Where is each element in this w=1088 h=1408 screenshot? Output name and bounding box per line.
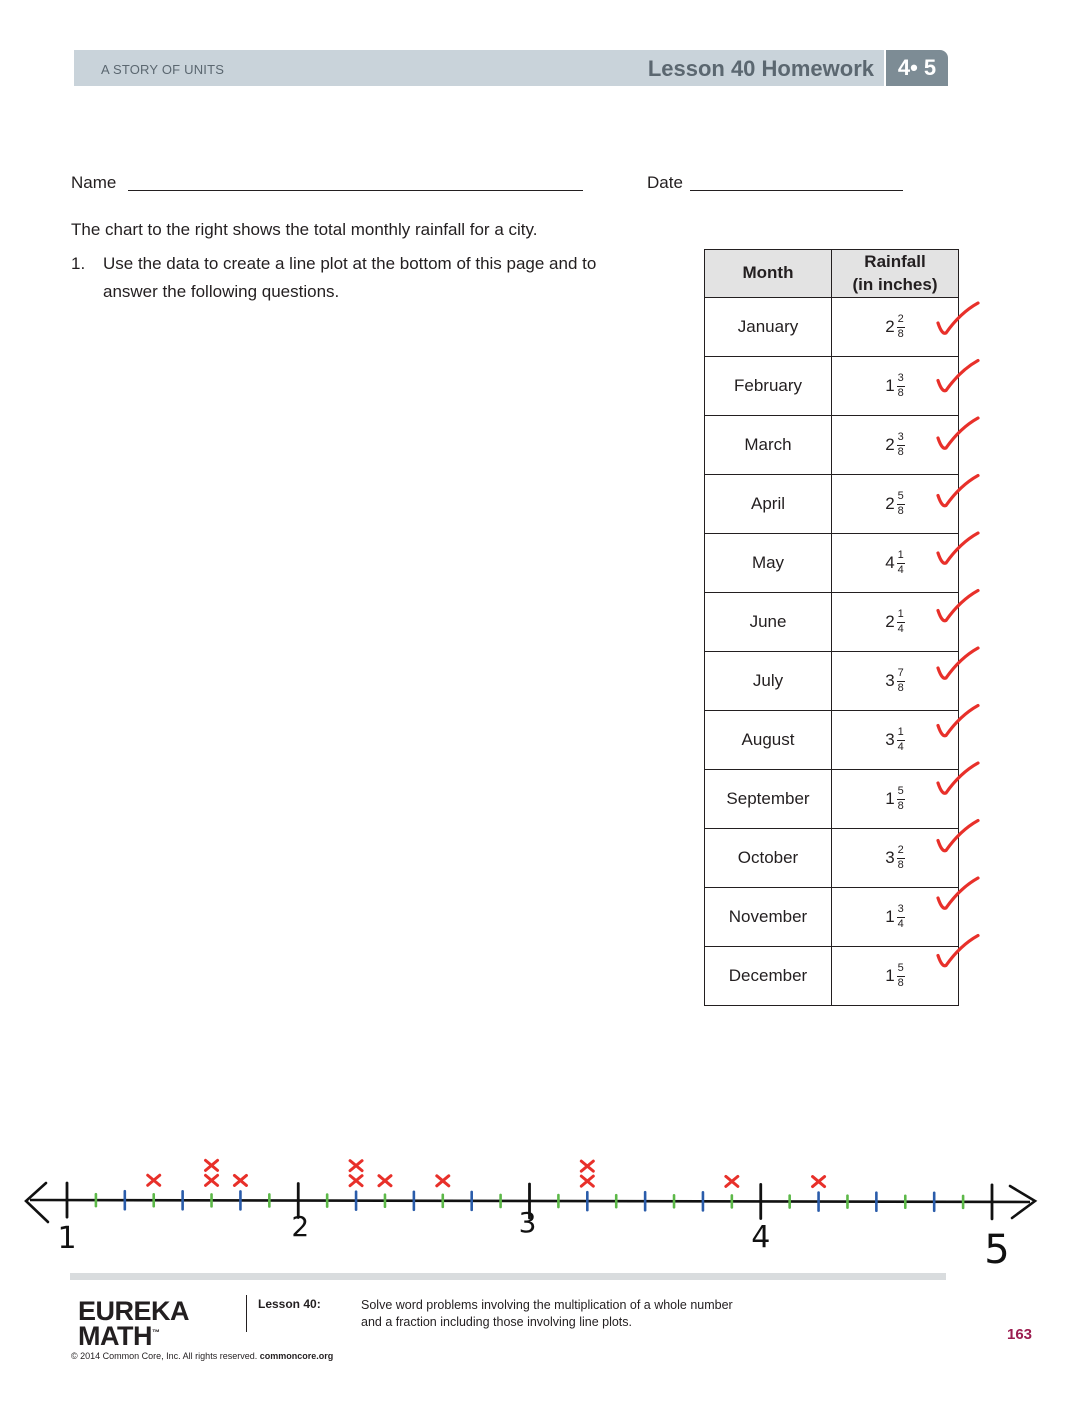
numerator: 2 <box>897 312 904 325</box>
denominator: 4 <box>897 917 904 930</box>
question-text-line2: answer the following questions. <box>103 282 340 301</box>
fraction <box>897 727 905 753</box>
month-cell: October <box>705 829 832 888</box>
fraction <box>897 432 905 458</box>
question-number: 1. <box>71 254 86 273</box>
rainfall-header-line2: (in inches) <box>852 274 938 294</box>
denominator: 8 <box>897 858 904 871</box>
fraction <box>897 845 905 871</box>
fraction <box>897 609 905 635</box>
left-arrow-icon <box>26 1183 48 1222</box>
denominator: 4 <box>897 563 904 576</box>
check-mark-icon <box>938 878 978 908</box>
check-mark-icon <box>938 476 978 506</box>
mixed-number <box>885 904 904 930</box>
plot-x-mark <box>148 1175 160 1185</box>
mixed-number <box>885 668 904 694</box>
check-mark-icon <box>938 706 978 736</box>
name-field[interactable] <box>128 190 583 191</box>
lesson-desc-line2: and a fraction including those involving line plots. <box>361 1314 633 1329</box>
whole-part: 4 <box>885 553 895 572</box>
number-line-label: 2 <box>291 1210 310 1243</box>
numerator: 3 <box>897 902 904 915</box>
series-title: A STORY OF UNITS <box>101 62 225 77</box>
check-marks <box>920 295 1010 975</box>
plot-x-mark <box>581 1161 593 1171</box>
mixed-number <box>885 491 904 517</box>
numerator: 2 <box>897 843 904 856</box>
month-cell: August <box>705 711 832 770</box>
denominator: 8 <box>897 976 904 989</box>
number-line-label: 3 <box>518 1206 537 1239</box>
fraction <box>897 491 905 517</box>
denominator: 8 <box>897 386 904 399</box>
month-cell: February <box>705 357 832 416</box>
month-cell: January <box>705 298 832 357</box>
eureka-math-logo <box>78 1296 190 1351</box>
whole-part: 1 <box>885 789 895 808</box>
plot-x-mark <box>437 1176 449 1186</box>
plot-x-mark <box>234 1175 246 1185</box>
footer-bar <box>70 1273 946 1280</box>
name-label: Name <box>71 173 117 192</box>
denominator: 4 <box>897 622 904 635</box>
check-mark-icon <box>938 821 978 851</box>
mixed-number <box>885 786 904 812</box>
denominator: 8 <box>897 504 904 517</box>
fraction <box>897 373 905 399</box>
month-cell: May <box>705 534 832 593</box>
lesson-desc-line1: Solve word problems involving the multiplication of a whole number <box>361 1298 733 1312</box>
denominator: 8 <box>897 327 904 340</box>
number-line-label: 4 <box>751 1220 771 1255</box>
denominator: 4 <box>897 740 904 753</box>
whole-part: 3 <box>885 848 895 867</box>
check-mark-icon <box>938 533 978 563</box>
logo-line2: MATH <box>78 1320 152 1351</box>
plot-x-mark <box>581 1176 593 1186</box>
month-cell: September <box>705 770 832 829</box>
lesson-title: Lesson 40 Homework <box>647 56 874 81</box>
fraction <box>897 550 905 576</box>
check-mark-icon <box>938 591 978 621</box>
copyright-text: © 2014 Common Core, Inc. All rights reserved. <box>71 1351 258 1361</box>
fraction <box>897 786 905 812</box>
numerator: 3 <box>897 371 904 384</box>
numerator: 3 <box>897 430 904 443</box>
plot-x-mark <box>379 1176 391 1186</box>
whole-part: 2 <box>885 612 895 631</box>
footer-divider <box>246 1295 247 1332</box>
date-field[interactable] <box>690 190 903 191</box>
denominator: 8 <box>897 445 904 458</box>
check-mark-icon <box>938 936 978 966</box>
check-mark-icon <box>938 303 978 333</box>
intro-text: The chart to the right shows the total monthly rainfall for a city. <box>71 220 538 239</box>
numerator: 5 <box>897 784 904 797</box>
check-mark-icon <box>938 361 978 391</box>
date-label: Date <box>647 173 683 192</box>
page-number: 163 <box>1007 1326 1033 1343</box>
month-cell: June <box>705 593 832 652</box>
numerator: 7 <box>897 666 904 679</box>
mixed-number <box>885 963 904 989</box>
rainfall-header-line1: Rainfall <box>864 251 926 271</box>
numerator: 1 <box>897 725 904 738</box>
mixed-number <box>885 609 904 635</box>
month-column-header: Month <box>705 250 832 298</box>
denominator: 8 <box>897 799 904 812</box>
footer-lesson-description <box>361 1297 781 1331</box>
mixed-number <box>885 727 904 753</box>
plot-x-mark <box>206 1160 218 1170</box>
whole-part: 3 <box>885 671 895 690</box>
fraction <box>897 963 905 989</box>
mixed-number <box>885 373 904 399</box>
mixed-number <box>885 845 904 871</box>
plot-x-mark <box>350 1161 362 1171</box>
whole-part: 1 <box>885 376 895 395</box>
check-mark-icon <box>938 418 978 448</box>
numerator: 1 <box>897 548 904 561</box>
check-mark-icon <box>938 648 978 678</box>
mixed-number <box>885 550 904 576</box>
whole-part: 2 <box>885 317 895 336</box>
numerator: 5 <box>897 961 904 974</box>
number-line-label: 1 <box>57 1221 77 1256</box>
month-cell: November <box>705 888 832 947</box>
question-text-line1: Use the data to create a line plot at the bottom of this page and to <box>103 254 597 273</box>
logo-line1: EUREKA <box>78 1296 190 1326</box>
month-cell: April <box>705 475 832 534</box>
plot-x-mark <box>813 1177 825 1187</box>
whole-part: 1 <box>885 907 895 926</box>
numerator: 5 <box>897 489 904 502</box>
number-line-label: 5 <box>984 1227 1010 1273</box>
logo-trademark: ™ <box>151 1327 160 1337</box>
month-cell: March <box>705 416 832 475</box>
fraction <box>897 668 905 694</box>
numerator: 1 <box>897 607 904 620</box>
copyright-site: commoncore.org <box>259 1351 334 1361</box>
fraction <box>897 904 905 930</box>
plot-x-mark <box>726 1176 738 1186</box>
rainfall-column-header <box>832 250 959 298</box>
month-cell: July <box>705 652 832 711</box>
fraction <box>897 314 905 340</box>
copyright <box>71 1351 333 1361</box>
mixed-number <box>885 314 904 340</box>
whole-part: 1 <box>885 966 895 985</box>
footer-lesson-label: Lesson 40: <box>258 1297 321 1311</box>
line-plot <box>0 1130 1088 1275</box>
month-cell: December <box>705 947 832 1006</box>
whole-part: 2 <box>885 494 895 513</box>
whole-part: 3 <box>885 730 895 749</box>
denominator: 8 <box>897 681 904 694</box>
mixed-number <box>885 432 904 458</box>
plot-x-mark <box>350 1176 362 1186</box>
grade-module-badge: 4• 5 <box>886 50 948 86</box>
check-mark-icon <box>938 763 978 793</box>
whole-part: 2 <box>885 435 895 454</box>
plot-x-mark <box>206 1175 218 1185</box>
